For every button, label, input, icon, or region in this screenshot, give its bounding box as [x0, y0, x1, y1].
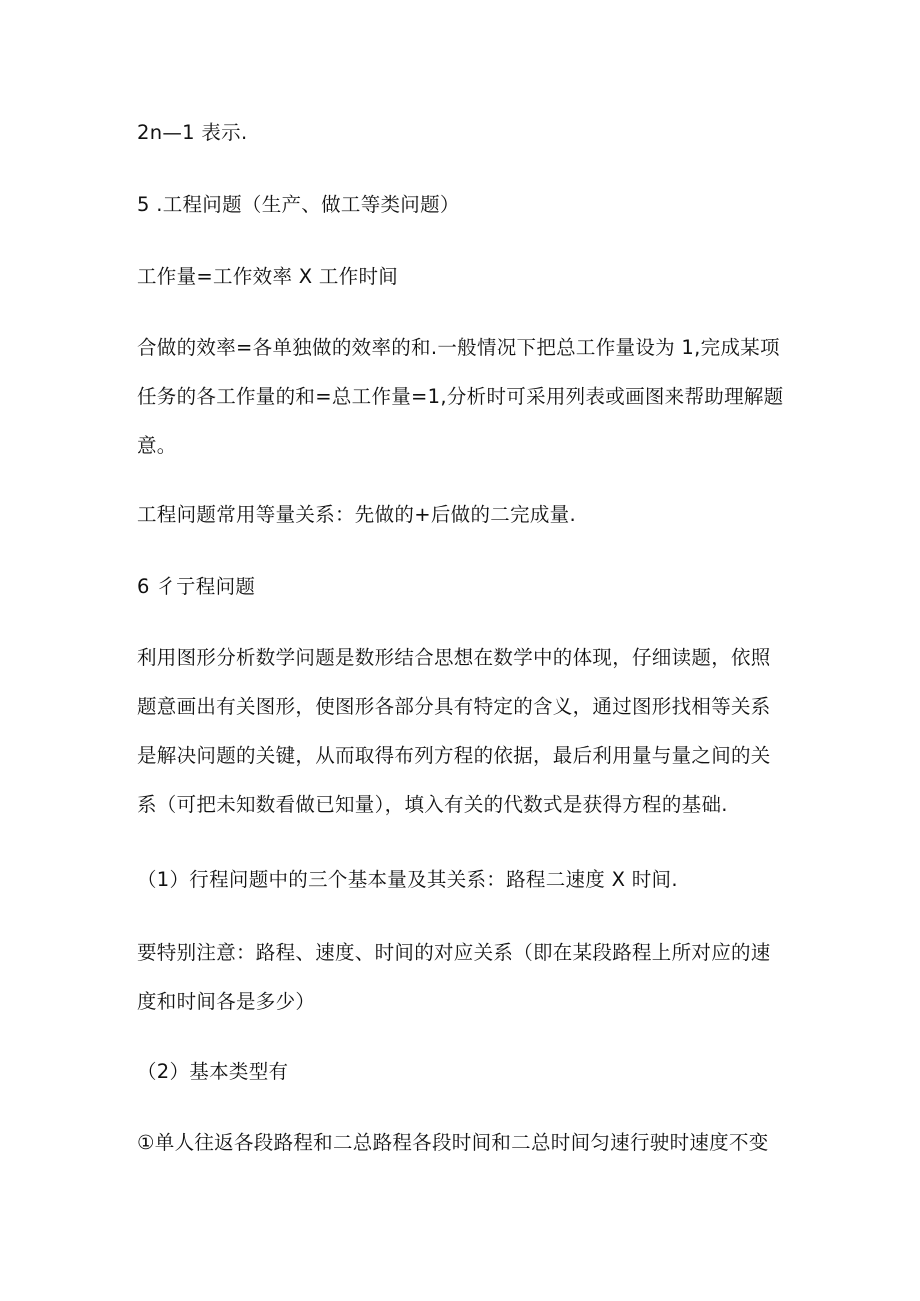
- heading-engineering-problems: [137, 180, 787, 229]
- paragraph-formula-note: [137, 108, 787, 157]
- text-line: （1）行程问题中的三个基本量及其关系：路程二速度 X 时间.: [137, 868, 678, 891]
- text-line: 利用图形分析数学问题是数形结合思想在数学中的体现，仔细读题，依照: [137, 646, 771, 669]
- text-line: ①单人往返各段路程和二总路程各段时间和二总时间匀速行驶时速度不变: [137, 1131, 769, 1154]
- paragraph-special-note: [137, 928, 787, 1026]
- paragraph-type-one: [137, 1118, 787, 1167]
- text-line: （2）基本类型有: [137, 1060, 289, 1083]
- text-line: 合做的效率=各单独做的效率的和.一般情况下把总工作量设为 1,完成某项: [137, 336, 780, 359]
- text-line: 5 .工程问题（生产、做工等类问题）: [137, 193, 460, 216]
- paragraph-combined-efficiency: [137, 323, 787, 470]
- text-line: 任务的各工作量的和=总工作量=1,分析时可采用列表或画图来帮助理解题: [137, 385, 784, 408]
- text-line: 工作量=工作效率 X 工作时间: [137, 265, 399, 288]
- heading-travel-problems: [137, 562, 787, 611]
- text-line: 2n—1 表示.: [137, 121, 248, 144]
- text-line: 6 彳亍程问题: [137, 575, 256, 598]
- paragraph-equal-relation: [137, 490, 787, 539]
- paragraph-basic-types: [137, 1047, 787, 1096]
- text-line: 系（可把未知数看做已知量），填入有关的代数式是获得方程的基础.: [137, 793, 728, 816]
- text-line: 度和时间各是多少）: [137, 990, 316, 1013]
- text-line: 题意画出有关图形，使图形各部分具有特定的含义，通过图形找相等关系: [137, 695, 771, 718]
- paragraph-graph-analysis: [137, 633, 787, 829]
- text-line: 是解决问题的关键，从而取得布列方程的依据，最后利用量与量之间的关: [137, 744, 771, 767]
- paragraph-work-formula: [137, 252, 787, 301]
- paragraph-basic-quantities: [137, 855, 787, 904]
- text-line: 工程问题常用等量关系：先做的+后做的二完成量.: [137, 503, 576, 526]
- text-line: 意。: [137, 434, 177, 457]
- text-line: 要特别注意：路程、速度、时间的对应关系（即在某段路程上所对应的速: [137, 941, 771, 964]
